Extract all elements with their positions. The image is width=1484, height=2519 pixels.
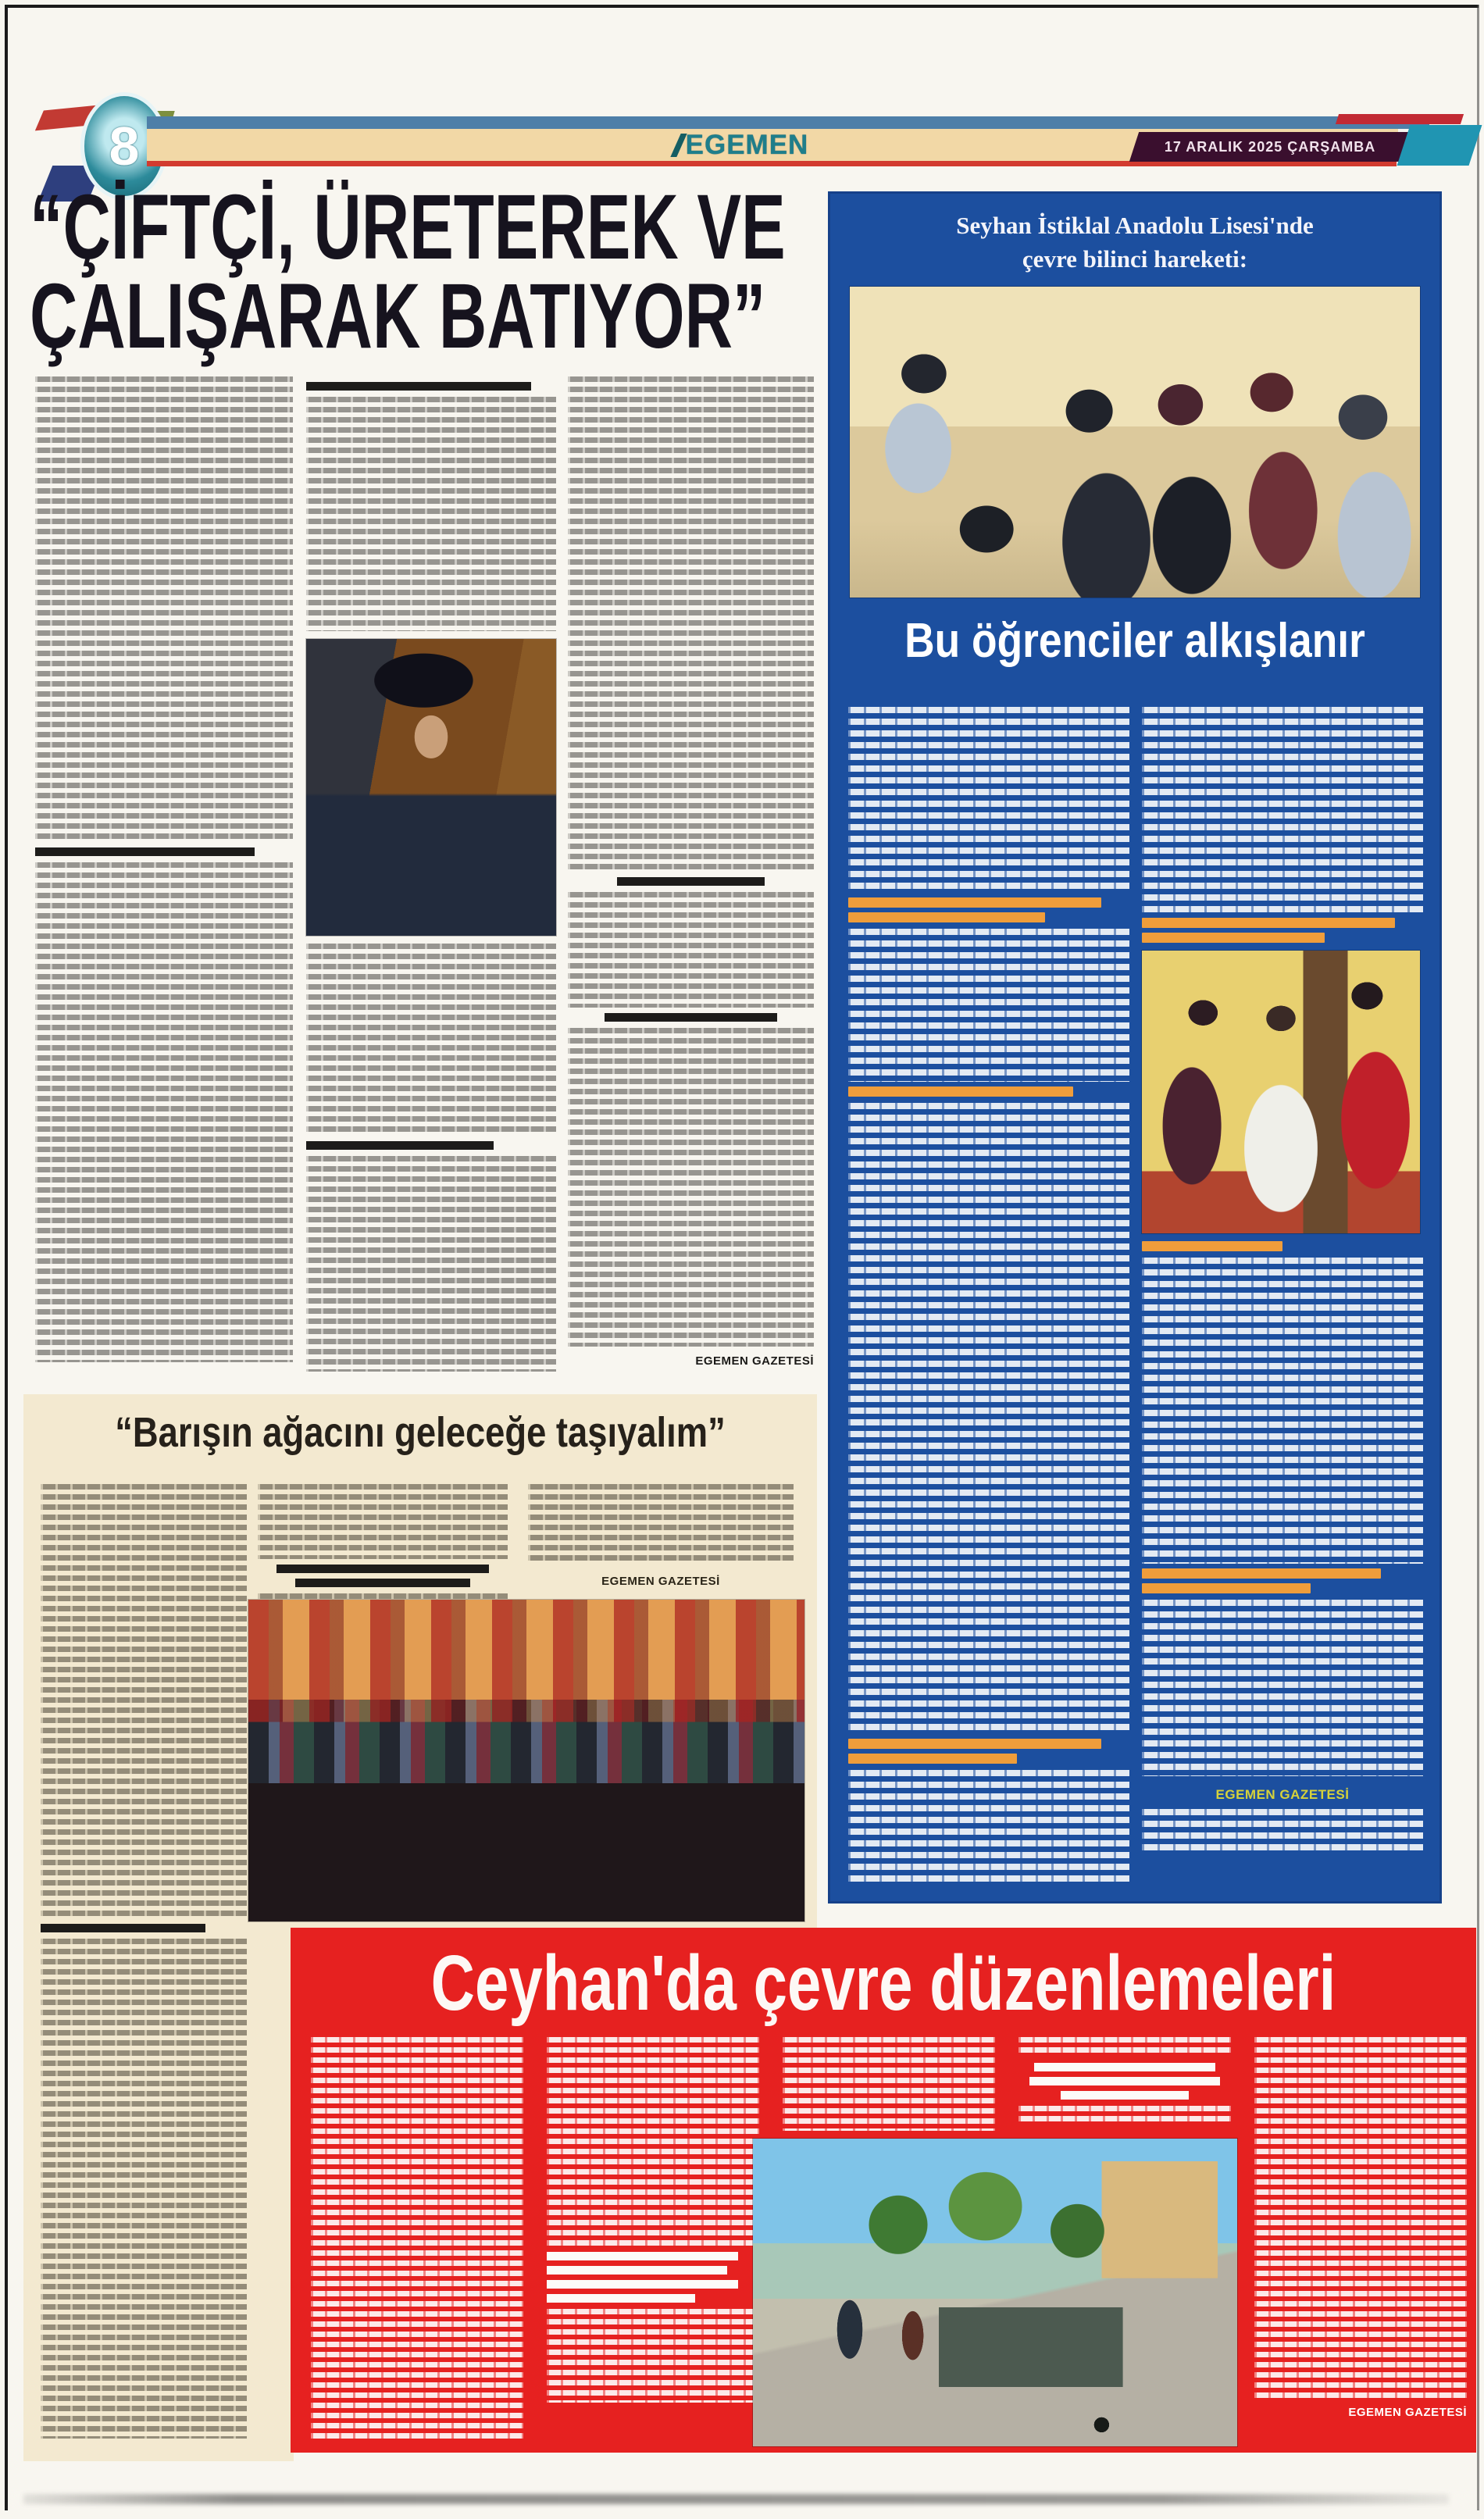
page-border-left xyxy=(5,5,8,2510)
main-column-3 xyxy=(568,376,814,1368)
text-block xyxy=(1142,1600,1423,1776)
school-kicker-line2: çevre bilinci hareketi: xyxy=(1022,245,1248,273)
subhead-bar xyxy=(295,1579,470,1587)
logo-slash-mark xyxy=(670,134,687,157)
school-kicker-line1: Seyhan İstiklal Anadolu Lisesi'nde xyxy=(956,212,1314,239)
peace-column-2 xyxy=(258,1484,508,1615)
school-headline: Bu öğrenciler alkışlanır xyxy=(904,614,1365,668)
orange-subhead-bar xyxy=(848,1754,1017,1764)
text-block xyxy=(41,1484,247,1918)
date-ribbon xyxy=(1129,132,1411,162)
photo-street-cleanup-trailer xyxy=(753,2139,1237,2446)
article-credit: EGEMEN GAZETESİ xyxy=(601,1575,720,1588)
text-block xyxy=(1142,1258,1423,1564)
issue-date: 17 ARALIK 2025 ÇARŞAMBA xyxy=(1164,138,1376,155)
orange-subhead-bar xyxy=(848,912,1045,922)
article-ceyhan xyxy=(291,1928,1476,2453)
article-credit: EGEMEN GAZETESİ xyxy=(1348,2406,1467,2419)
photo-meeting-hall-group xyxy=(248,1600,804,1921)
ceyhan-column-2 xyxy=(547,2037,759,2403)
white-subhead-bar xyxy=(1029,2077,1221,2085)
text-block xyxy=(35,376,293,842)
text-block xyxy=(848,1103,1129,1734)
subhead-bar xyxy=(617,877,765,886)
text-block xyxy=(258,1484,508,1559)
main-headline xyxy=(30,176,786,369)
ceyhan-column-3 xyxy=(783,2037,995,2131)
photo-students-classroom xyxy=(850,287,1420,598)
subhead-bar xyxy=(306,1141,494,1150)
page-bottom-fold-mark xyxy=(23,2494,1449,2504)
text-block xyxy=(568,376,814,872)
text-block xyxy=(311,2037,523,2443)
orange-subhead-bar xyxy=(1142,1241,1282,1251)
peace-column-3 xyxy=(528,1484,794,1588)
newspaper-logo xyxy=(648,130,836,161)
peace-headline: “Barışın ağacını geleceğe taşıyalım” xyxy=(115,1409,726,1456)
orange-subhead-bar xyxy=(1142,1583,1311,1593)
school-kicker xyxy=(828,209,1442,277)
page-border-top xyxy=(5,5,1479,8)
text-block xyxy=(547,2037,759,2246)
text-block xyxy=(547,2309,759,2403)
text-block xyxy=(568,892,814,1008)
orange-subhead-bar xyxy=(1142,1568,1381,1579)
text-block xyxy=(568,1028,814,1347)
photo-man-with-hat xyxy=(306,639,556,936)
school-column-right xyxy=(1142,707,1423,1853)
main-column-1 xyxy=(35,376,293,1362)
photo-three-women xyxy=(1142,951,1420,1233)
orange-subhead-bar xyxy=(1142,933,1325,943)
text-block xyxy=(1018,2037,1231,2057)
orange-subhead-bar xyxy=(1142,918,1395,928)
text-block xyxy=(528,1484,794,1565)
text-block xyxy=(306,944,556,1136)
white-subhead-bar xyxy=(1061,2091,1188,2100)
text-block xyxy=(1142,707,1423,913)
main-headline-line2: ÇALIŞARAK BATIYOR” xyxy=(30,265,766,369)
subhead-bar xyxy=(605,1013,777,1022)
text-block xyxy=(848,1770,1129,1887)
text-block xyxy=(1018,2106,1231,2125)
ceyhan-column-1 xyxy=(311,2037,523,2443)
ceyhan-headline: Ceyhan'da çevre düzenlemeleri xyxy=(430,1939,1336,2027)
subhead-bar xyxy=(276,1565,489,1573)
subhead-bar xyxy=(306,382,531,391)
school-column-left xyxy=(848,707,1129,1887)
subhead-bar xyxy=(41,1924,205,1932)
text-block xyxy=(35,862,293,1362)
text-block xyxy=(848,929,1129,1082)
text-block xyxy=(1142,1809,1423,1853)
date-ribbon-red-accent xyxy=(1336,114,1464,124)
text-block xyxy=(1254,2037,1467,2398)
text-block xyxy=(783,2037,995,2131)
orange-subhead-bar xyxy=(848,897,1101,908)
white-subhead-bar xyxy=(1034,2063,1215,2071)
text-block xyxy=(848,707,1129,893)
white-subhead-bar xyxy=(547,2294,695,2303)
orange-subhead-bar xyxy=(848,1086,1073,1097)
page-border-right xyxy=(1477,5,1479,2510)
date-ribbon-teal-shape xyxy=(1397,125,1482,166)
white-subhead-bar xyxy=(547,2266,727,2275)
main-headline-line1: “ÇİFTÇİ, ÜRETEREK VE xyxy=(30,176,786,279)
article-school-panel xyxy=(828,191,1442,1904)
white-subhead-bar xyxy=(547,2252,738,2260)
text-block xyxy=(306,397,556,631)
subhead-bar xyxy=(35,847,255,856)
white-subhead-bar xyxy=(547,2280,738,2289)
newspaper-name: EGEMEN xyxy=(685,130,809,160)
article-credit: EGEMEN GAZETESİ xyxy=(1215,1787,1350,1802)
masthead-red-rule xyxy=(147,161,1397,166)
text-block xyxy=(306,1156,556,1372)
masthead-blue-bar xyxy=(147,116,1429,129)
ceyhan-column-5 xyxy=(1254,2037,1467,2419)
peace-column-1 xyxy=(41,1484,247,2439)
article-credit: EGEMEN GAZETESİ xyxy=(695,1354,814,1368)
text-block xyxy=(41,1939,247,2439)
ceyhan-column-4 xyxy=(1018,2037,1231,2125)
main-column-2 xyxy=(306,376,556,1372)
page-number: 8 xyxy=(109,116,140,177)
orange-subhead-bar xyxy=(848,1739,1101,1749)
